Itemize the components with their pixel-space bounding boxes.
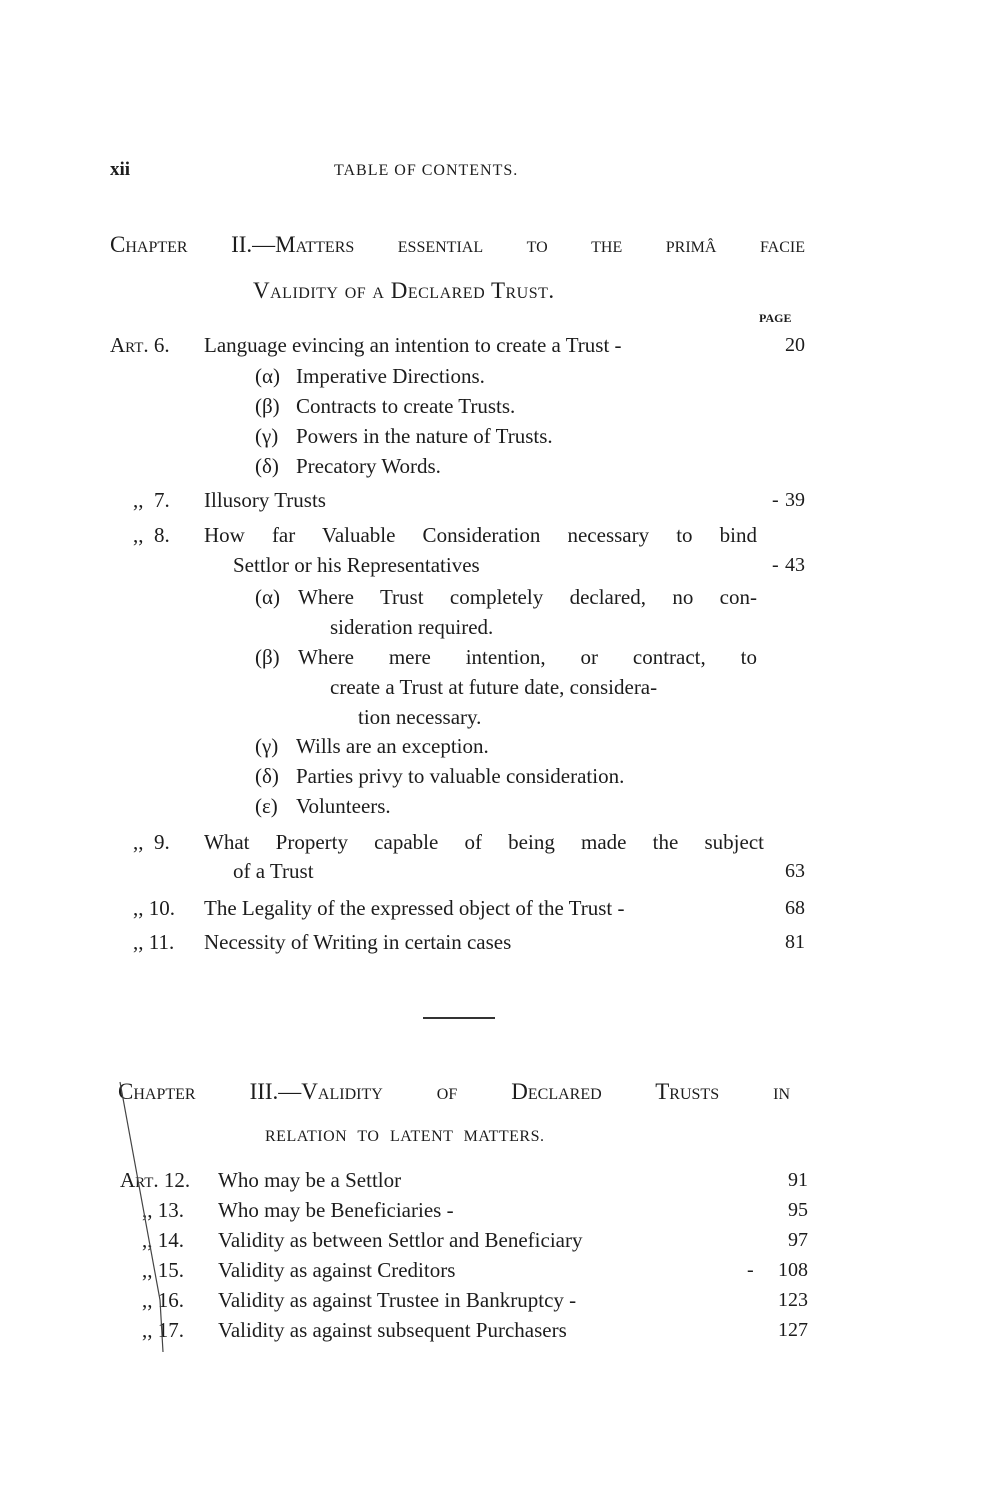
entry-page: 108 xyxy=(778,1259,808,1281)
entry-prefix: Art. 12. xyxy=(120,1168,191,1192)
entry-text: Who may be a Settlor xyxy=(218,1168,402,1192)
sub-text-cont: tion necessary. xyxy=(358,705,482,729)
sub-label: (γ) xyxy=(255,734,279,758)
entry-text: Validity as against subsequent Purchasers xyxy=(218,1318,567,1342)
entry-page: 63 xyxy=(785,860,805,882)
entry-text: Validity as against Trustee in Bankruptcy - xyxy=(218,1288,577,1312)
sub-label: (β) xyxy=(255,645,280,669)
entry-text: What Property capable of being made the subject xyxy=(204,830,764,854)
chapter-3-title-line1: Chapter III.—Validity of Declared Trusts in xyxy=(118,1079,790,1104)
entry-page: 127 xyxy=(778,1319,808,1341)
entry-text-cont: Settlor or his Representatives xyxy=(233,553,480,577)
entry-page: 81 xyxy=(785,931,805,953)
entry-leader: - xyxy=(772,554,779,576)
entry-page: 68 xyxy=(785,897,805,919)
entry-text-cont: of a Trust xyxy=(233,859,314,883)
entry-text: Validity as between Settlor and Beneficiary xyxy=(218,1228,583,1252)
entry-page: 123 xyxy=(778,1289,808,1311)
chapter-2-title-line1: Chapter II.—Matters essential to the primâ facie xyxy=(110,232,805,257)
entry-page: 91 xyxy=(788,1169,808,1191)
entry-prefix: ,, 17. xyxy=(142,1318,184,1342)
sub-label: (ε) xyxy=(255,794,278,818)
entry-prefix: ,, 11. xyxy=(133,930,175,954)
entry-prefix: ,, 15. xyxy=(142,1258,184,1282)
entry-prefix: ,, 9. xyxy=(133,830,170,854)
sub-text-cont: sideration required. xyxy=(330,615,494,639)
entry-page: 97 xyxy=(788,1229,808,1251)
folio: xii xyxy=(110,159,131,180)
entry-text: Language evincing an intention to create a Trust - xyxy=(204,333,622,357)
sub-text: Wills are an exception. xyxy=(296,734,489,758)
sub-text: Imperative Directions. xyxy=(296,364,485,388)
running-title: TABLE OF CONTENTS. xyxy=(334,162,519,179)
entry-prefix: ,, 16. xyxy=(142,1288,184,1312)
entry-text: How far Valuable Consideration necessary to bind xyxy=(204,523,757,547)
sub-label: (γ) xyxy=(255,424,279,448)
entry-prefix: ,, 13. xyxy=(142,1198,184,1222)
sub-label: (α) xyxy=(255,585,280,609)
page-column-label: PAGE xyxy=(759,311,792,325)
entry-prefix: ,, 7. xyxy=(133,488,170,512)
sub-label: (δ) xyxy=(255,454,279,478)
sub-text-cont: create a Trust at future date, considera- xyxy=(330,675,658,699)
chapter-3-title-line2: RELATION TO LATENT MATTERS. xyxy=(265,1128,545,1145)
entry-leader: - xyxy=(772,489,779,511)
sub-label: (β) xyxy=(255,394,280,418)
sub-text: Parties privy to valuable consideration. xyxy=(296,764,625,788)
entry-prefix: ,, 8. xyxy=(133,523,170,547)
entry-prefix: Art. 6. xyxy=(110,333,170,357)
sub-text: Where Trust completely declared, no con- xyxy=(298,585,757,609)
sub-text: Where mere intention, or contract, to xyxy=(298,645,757,669)
entry-text: Who may be Beneficiaries - xyxy=(218,1198,454,1222)
sub-label: (δ) xyxy=(255,764,279,788)
chapter-2-title-line2: Validity of a Declared Trust. xyxy=(253,278,555,303)
sub-text: Contracts to create Trusts. xyxy=(296,394,516,418)
sub-text: Volunteers. xyxy=(296,794,391,818)
sub-text: Powers in the nature of Trusts. xyxy=(296,424,553,448)
entry-prefix: ,, 14. xyxy=(142,1228,184,1252)
entry-text: Necessity of Writing in certain cases xyxy=(204,930,512,954)
entry-page: 39 xyxy=(785,489,805,511)
entry-page: 20 xyxy=(785,334,805,356)
entry-page: 43 xyxy=(785,554,805,576)
entry-leader: - xyxy=(747,1259,754,1281)
entry-text: Validity as against Creditors xyxy=(218,1258,456,1282)
entry-prefix: ,, 10. xyxy=(133,896,175,920)
entry-page: 95 xyxy=(788,1199,808,1221)
entry-text: The Legality of the expressed object of the Trust - xyxy=(204,896,625,920)
sub-label: (α) xyxy=(255,364,280,388)
sub-text: Precatory Words. xyxy=(296,454,441,478)
entry-text: Illusory Trusts xyxy=(204,488,326,512)
